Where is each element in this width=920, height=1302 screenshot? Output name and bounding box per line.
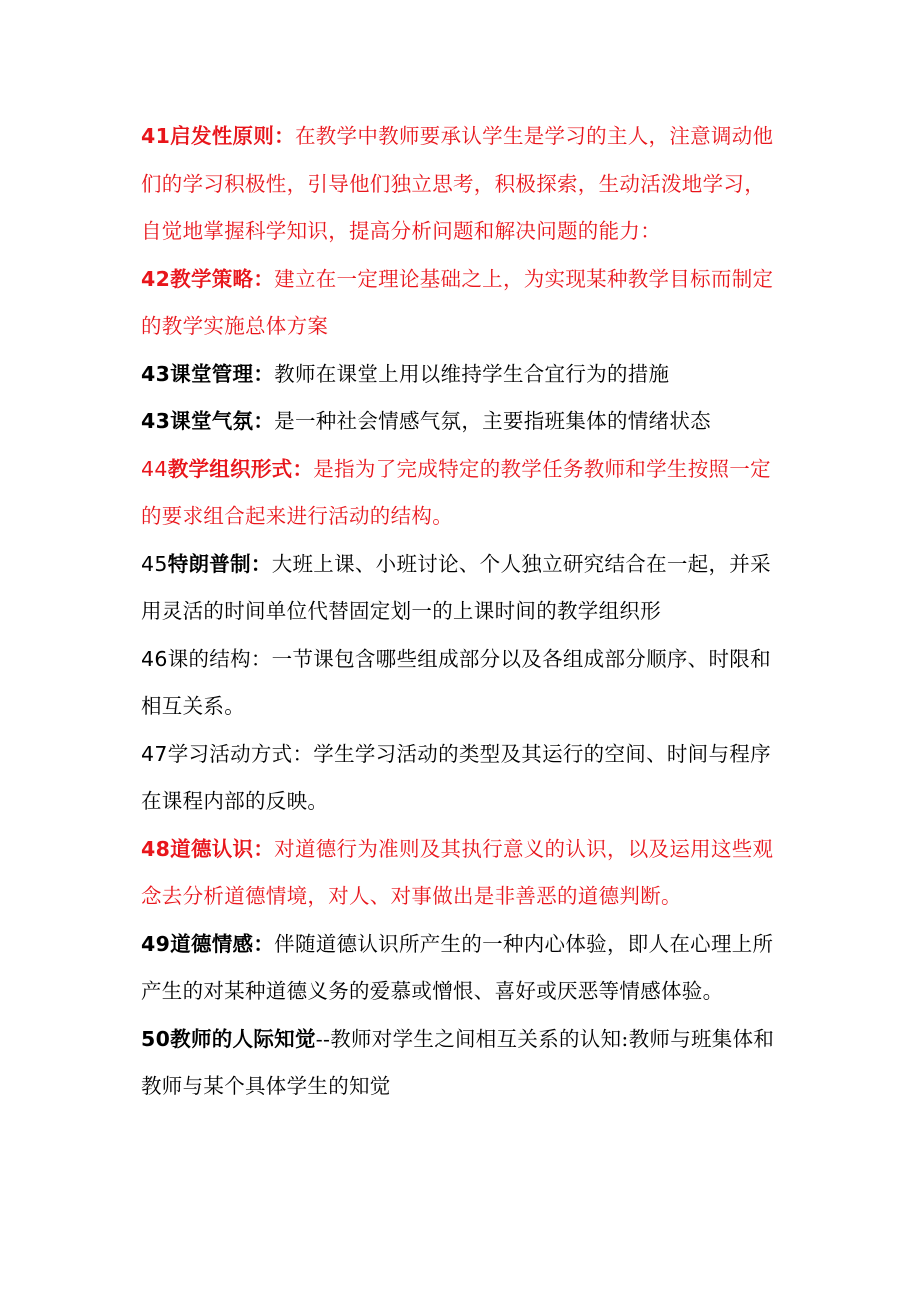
entry-47 [141,731,781,826]
entry-definition: 是一种社会情感气氛，主要指班集体的情绪状态 [274,409,711,433]
entry-term: 启发性原则： [170,124,295,148]
entry-number: 49 [141,931,171,956]
entry-41 [141,113,781,256]
entry-45 [141,541,781,636]
entry-number: 50 [141,1026,171,1051]
entry-term: 教师的人际知觉 [170,1026,316,1051]
entry-term: 道德情感： [170,931,275,956]
entry-definition: 大班上课、小班讨论、个人独立研究结合在一起，并采用灵活的时间单位代替固定划一的上课时间的教学组织形 [141,551,771,623]
entry-42 [141,256,781,351]
entry-term: 课堂管理： [170,361,275,386]
entry-term: 教学策略： [170,266,275,291]
entry-43-classroom-management [141,351,781,399]
entry-number: 41 [141,124,171,148]
entry-number: 43 [141,409,171,433]
entry-number: 42 [141,266,171,291]
entry-43-classroom-atmosphere [141,398,781,446]
entry-definition: 课的结构：一节课包含哪些组成部分以及各组成部分顺序、时限和相互关系。 [141,646,771,718]
entry-definition: 对道德行为准则及其执行意义的认识，以及运用这些观念去分析道德情境，对人、对事做出是非善恶的道德判断。 [141,836,774,908]
entry-definition: --教师对学生之间相互关系的认知:教师与班集体和教师与某个具体学生的知觉 [141,1026,775,1098]
entry-term: 特朗普制： [167,551,272,576]
entry-definition: 在教学中教师要承认学生是学习的主人，注意调动他们的学习积极性，引导他们独立思考，积极探索，生动活泼地学习，自觉地掌握科学知识，提高分析问题和解决问题的能力： [141,124,774,243]
document-content [141,113,781,1111]
entry-number: 43 [141,361,171,386]
entry-number: 45 [141,551,168,576]
entry-definition: 伴随道德认识所产生的一种内心体验，即人在心理上所产生的对某种道德义务的爱慕或憎恨、喜好或厌恶等情感体验。 [141,931,774,1003]
entry-44 [141,446,781,541]
entry-50 [141,1016,781,1111]
entry-definition: 建立在一定理论基础之上，为实现某种教学目标而制定的教学实施总体方案 [141,266,774,338]
entry-definition: 学习活动方式：学生学习活动的类型及其运行的空间、时间与程序在课程内部的反映。 [141,741,771,813]
entry-definition: 教师在课堂上用以维持学生合宜行为的措施 [274,361,670,386]
entry-definition: 是指为了完成特定的教学任务教师和学生按照一定的要求组合起来进行活动的结构。 [141,456,771,528]
entry-46 [141,636,781,731]
entry-48 [141,826,781,921]
entry-term: 课堂气氛： [170,409,275,433]
entry-number: 48 [141,836,171,861]
entry-number: 44 [141,456,168,481]
entry-number: 46 [141,646,168,671]
entry-49 [141,921,781,1016]
entry-number: 47 [141,741,168,766]
entry-term: 教学组织形式： [167,456,314,481]
entry-term: 道德认识： [170,836,275,861]
